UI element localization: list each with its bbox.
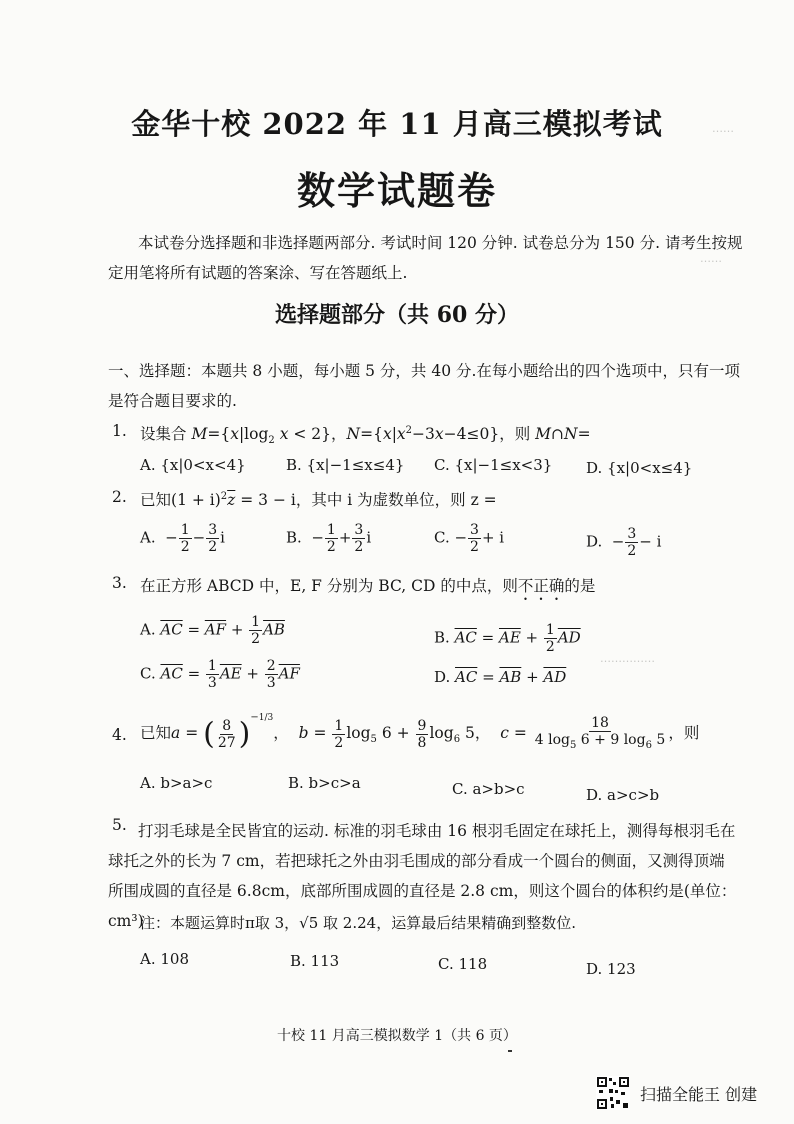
question-1-stem [140, 422, 591, 446]
exam-subject-title: 数学试题卷 [296, 168, 497, 213]
question-2-stem [140, 488, 497, 510]
math-expression: a = ( $\frac{8}{27}$ )$^{-1/3}$， b = $\frac{1}{2}$ $\log_5 6$ + $\frac{9}{8}$ $\log_6 5$， c = $\frac{18}{4 \log_5 6 + 9 \log_6 5}$ [171, 712, 666, 752]
option-d: D. − $\frac{3}{2}$ − i [586, 526, 662, 559]
math-expression: $(1 + i)^2\overline{z} = 3 - i$ [171, 490, 296, 509]
option-a: A. − $\frac{1}{2}$ − $\frac{3}{2}$ i [140, 522, 225, 555]
bleed-through-mark: …… [712, 122, 734, 135]
question-text: 的是 [564, 577, 596, 595]
question-text: 在正方形 ABCD 中，E, F 分别为 BC, CD 的中点，则 [140, 577, 518, 595]
qr-code-icon [596, 1076, 630, 1110]
option-b: B. − $\frac{1}{2}$ + $\frac{3}{2}$ i [286, 522, 372, 555]
math-expression: $M=\{x|\log_2$ x < 2}，$N=\{x|x^2-3x-4\le 0\}$，则 M∩N= [191, 424, 591, 447]
question-prefix: 已知 [140, 491, 172, 509]
question-number: 3. [112, 574, 127, 592]
section-instruction: 一、选择题：本题共 8 小题，每小题 5 分，共 40 分.在每小题给出的四个选项中，只有一项是符合题目要求的. [108, 362, 740, 410]
page-footer: 十校 11 月高三模拟数学 1（共 6 页） [277, 1028, 517, 1044]
option-a: A. b>a>c [140, 774, 213, 792]
question-number: 4. [112, 726, 127, 744]
question-3-stem [140, 574, 595, 604]
exam-title: 金华十校 2022 年 11 月高三模拟考试 [131, 107, 663, 141]
question-prefix: 设集合 [140, 425, 187, 443]
option-b: B. 113 [290, 952, 340, 970]
speck-mark [508, 1050, 512, 1052]
option-c: C. {x|−1≤x<3} [434, 456, 553, 474]
section-title: 选择题部分（共 60 分） [275, 302, 519, 328]
question-suffix: ，则 [668, 724, 700, 742]
option-b: B. b>c>a [288, 774, 361, 792]
question-5-stem: 打羽毛球是全民皆宜的运动. 标准的羽毛球由 16 根羽毛固定在球托上，测得每根羽毛在球托之外的长为 7 cm，若把球托之外由羽毛围成的部分看成一个圆台的侧面，又测得顶端所围成圆的直径是 6.8cm，底部所围成圆的直径是 2.8 cm，则这个圆台的体积约是(单位：cm³) [108, 822, 737, 930]
option-b: B. {x|−1≤x≤4} [286, 456, 405, 474]
option-c: C. a>b>c [452, 780, 525, 798]
question-number: 5. [112, 816, 127, 834]
exam-instructions: 本试卷分选择题和非选择题两部分. 考试时间 120 分钟. 试卷总分为 150 分. 请考生按规定用笔将所有试题的答案涂、写在答题纸上. [108, 234, 743, 282]
option-a: A. $\overline{AC} = \overline{AF}$ + $\frac{1}{2}$ $\overline{AB}$ [140, 614, 285, 647]
option-d: D. a>c>b [586, 786, 660, 804]
question-prefix: 已知 [140, 724, 172, 742]
question-number: 1. [112, 422, 127, 440]
option-d: D. {x|0<x≤4} [586, 459, 693, 477]
question-number: 2. [112, 488, 127, 506]
emphasis-text: 不正确 [517, 577, 565, 595]
option-d: D. 123 [586, 960, 636, 978]
question-4-stem [140, 712, 699, 753]
option-a: A. {x|0<x<4} [140, 456, 246, 474]
question-suffix: ，其中 i 为虚数单位，则 z = [295, 491, 497, 509]
option-c: C. 118 [438, 955, 488, 973]
option-d: D. $\overline{AC} = \overline{AB} + \overline{AD}$ [434, 668, 567, 686]
question-note: 注：本题运算时π取 3，√5 取 2.24，运算最后结果精确到整数位. [140, 914, 576, 932]
bleed-through-mark: …… [700, 252, 722, 265]
option-b: B. $\overline{AC} = \overline{AE}$ + $\frac{1}{2}$ $\overline{AD}$ [434, 622, 581, 655]
option-c: C. $\overline{AC}$ = $\frac{1}{3}$ $\overline{AE}$ + $\frac{2}{3}$ $\overline{AF}$ [140, 658, 300, 691]
scanner-watermark: 扫描全能王 创建 [640, 1085, 758, 1104]
bleed-through-mark: …………… [600, 652, 655, 665]
option-c: C. − $\frac{3}{2}$ + i [434, 522, 505, 555]
option-a: A. 108 [140, 950, 189, 968]
